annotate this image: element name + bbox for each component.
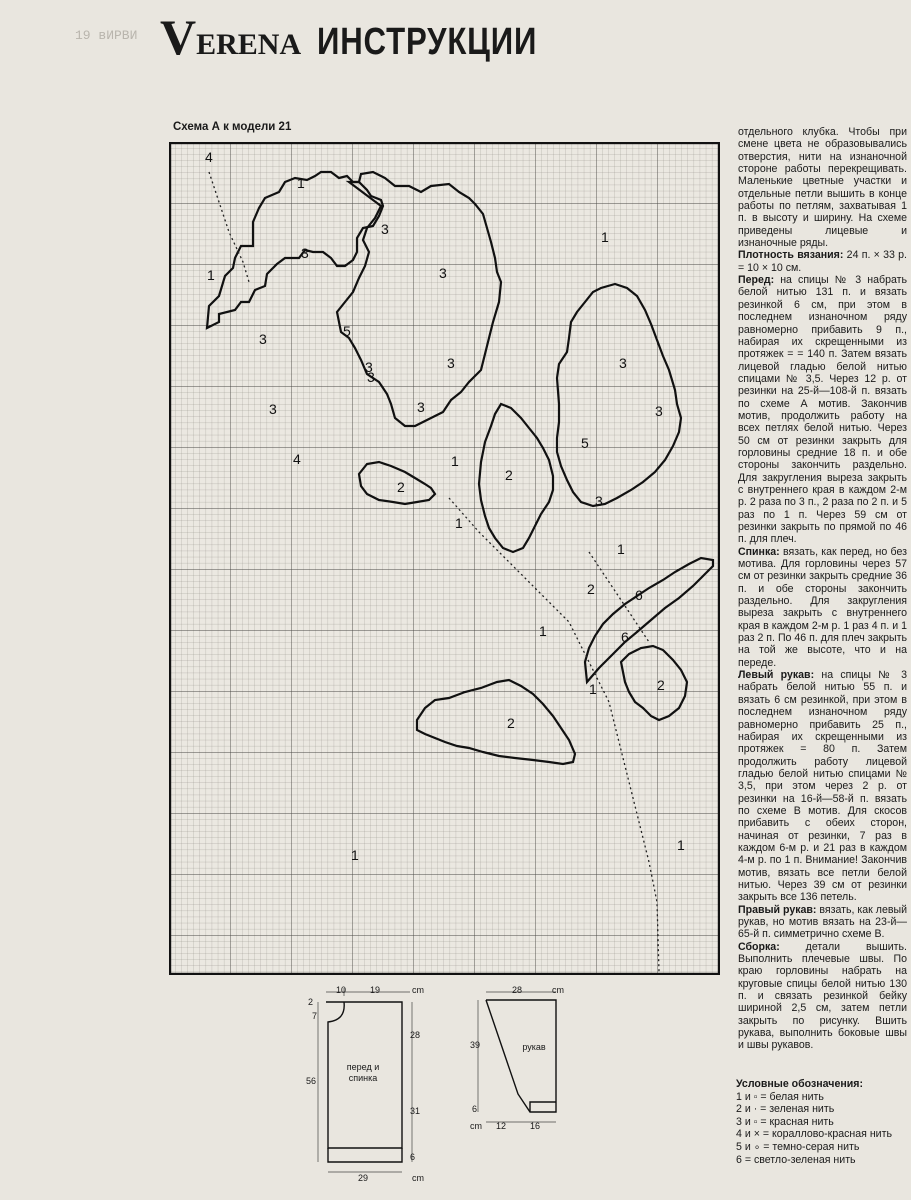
paragraph-gauge: Плотность вязания: 24 п. × 33 р. = 10 × 10 см. (738, 249, 908, 274)
chart-num-31: 2 (507, 715, 515, 731)
sleeve-bottom-dim-1: 12 (496, 1121, 507, 1131)
body-top-unit: cm (412, 985, 424, 995)
legend (736, 1078, 908, 1166)
chart-num-17: 3 (595, 493, 603, 509)
chart-num-20: 1 (451, 453, 459, 469)
chart-num-1: 4 (205, 149, 213, 165)
chart-num-32: 1 (351, 847, 359, 863)
body-top-dim-1: 10 (336, 985, 347, 995)
chart-num-11: 3 (367, 369, 375, 385)
chart-num-29: 2 (657, 677, 665, 693)
chart-num-19: 4 (293, 451, 301, 467)
header (160, 8, 586, 65)
chart-num-4: 3 (381, 221, 389, 237)
sleeve-bottom-dim-2: 16 (530, 1121, 541, 1131)
chart-num-8: 3 (439, 265, 447, 281)
body-right-dim-1: 28 (410, 1030, 421, 1040)
chart-num-22: 2 (397, 479, 405, 495)
chart-num-24: 1 (617, 541, 625, 557)
chart-num-14: 3 (619, 355, 627, 371)
chart-num-9: 5 (343, 323, 351, 339)
brand-logo: VERENA (160, 9, 302, 65)
chart-num-15: 3 (655, 403, 663, 419)
instructions-text (738, 126, 907, 1052)
legend-item: 3 и ▫ = красная нить (736, 1115, 834, 1128)
page-number: 19 вИРВИ (75, 28, 138, 43)
chart-num-3: 1 (207, 267, 215, 283)
sleeve-top-unit: cm (552, 985, 564, 995)
body-left-dim-2: 7 (312, 1011, 318, 1021)
chart-num-16: 5 (581, 435, 589, 451)
chart-num-23: 1 (455, 515, 463, 531)
body-top-dim-2: 19 (370, 985, 381, 995)
legend-item: 2 и · = зеленая нить (736, 1103, 835, 1116)
body-left-dim-3: 56 (306, 1076, 317, 1086)
sleeve-left-unit: cm (470, 1121, 482, 1131)
chart-num-18: 3 (365, 359, 373, 375)
body-pattern-label: перед и спинка (346, 1062, 380, 1083)
body-right-dim-2: 31 (410, 1106, 421, 1116)
chart-num-7: 1 (601, 229, 609, 245)
chart-num-5: 3 (301, 245, 309, 261)
paragraph-front: Перед: на спицы № 3 набрать белой нитью 131 п. и вязать резинкой 6 см, при этом в последнем изнаночном ряду равномерно прибавить 9 п., набирая их скрещенными из протяжек = = 140 п. Затем вязать лицевой гладью белой нитью спицами № 3,5. Через 12 р. от резинки на 25-й—108-й п. вязать по схеме А мотив. Закончив мотив, продолжить работу на всех петлях белой нитью. Через 50 см от резинки закрыть для горловины средние 18 п. и обе стороны закончить раздельно. Для закругления выреза закрыть с внутреннего края в каждом 2-м р. 2 раза по 3 п., 2 раза по 2 п. и 5 раз по 1 п. Через 59 см от резинки закрыть по прямой по 46 п. для плеч. (738, 274, 907, 546)
legend-item: 6 = светло-зеленая нить (736, 1153, 856, 1166)
chart-num-25: 1 (539, 623, 547, 639)
legend-item: 5 и ∘ = темно-серая нить (736, 1140, 860, 1153)
page-heading: ИНСТРУКЦИИ (317, 21, 538, 63)
sleeve-pattern-diagram (458, 982, 568, 1142)
paragraph-intro: отдельного клубка. Чтобы при смене цвета не образовывались отверстия, нити на изнаночной стороне работы перекрещивать. Маленькие цветные участки и отдельные петли вышить в конце работы по петлям, захватывая 1 п. в высоту и ширину. На схеме приведены лицевые и изнаночные ряды. (738, 126, 907, 250)
chart-num-13: 3 (269, 401, 277, 417)
chart-num-27: 6 (635, 587, 643, 603)
chart-num-10: 3 (447, 355, 455, 371)
chart-num-28: 6 (621, 629, 629, 645)
knitting-chart (169, 142, 720, 975)
sleeve-top-dim: 28 (512, 985, 523, 995)
chart-num-33: 1 (677, 837, 685, 853)
sleeve-pattern-label: рукав (522, 1042, 546, 1052)
paragraph-right-sleeve: Правый рукав: вязать, как левый рукав, но мотив вязать на 23-й—65-й п. симметрично схеме В. (738, 903, 907, 941)
body-right-dim-3: 6 (410, 1152, 416, 1162)
chart-num-12: 3 (417, 399, 425, 415)
chart-num-21: 2 (505, 467, 513, 483)
body-left-dim-1: 2 (308, 997, 314, 1007)
legend-item: 1 и ▫ = белая нить (736, 1090, 824, 1103)
sleeve-left-dim-1: 39 (470, 1040, 481, 1050)
body-bottom-dim: 29 (358, 1173, 369, 1183)
paragraph-left-sleeve: Левый рукав: на спицы № 3 набрать белой нитью 55 п. и вязать 6 см резинкой, при этом в последнем изнаночном ряду равномерно прибавить 25 п., набирая их скрещенными из протяжек = 80 п. Затем продолжить работу лицевой гладью белой нитью спицами № 3,5, при этом через 2 р. от резинки на 16-й—58-й п. вязать по схеме В мотив. Для скосов прибавить с обеих сторон, начиная от резинки, 7 раз в каждом 6-м р. и 21 раз в каждом 4-м р. по 1 п. Внимание! Закончив мотив, вязать все петли белой нитью. Через 39 см от резинки закрыть все 136 петель. (738, 669, 907, 904)
body-bottom-unit: cm (412, 1173, 424, 1183)
legend-item: 4 и × = кораллово-красная нить (736, 1128, 892, 1141)
chart-num-6: 3 (259, 331, 267, 347)
legend-title: Условные обозначения: (736, 1078, 863, 1090)
chart-num-30: 1 (589, 681, 597, 697)
chart-num-26: 2 (587, 581, 595, 597)
chart-num-2: 1 (297, 175, 305, 191)
chart-title: Схема А к модели 21 (173, 121, 292, 133)
paragraph-back: Спинка: вязать, как перед, но без мотива. Для горловины через 57 см от резинки закрыть средние 36 п. и обе стороны закончить раздельно. Для закругления выреза закрыть с внутреннего края в каждом 2-м р. 1 раз 4 п. и 1 раз 2 п. По 46 п. для плеч закрыть на той же высоте, что и на переде. (738, 545, 907, 669)
sleeve-left-dim-2: 6 (472, 1104, 478, 1114)
paragraph-assembly: Сборка: детали вышить. Выполнить плечевые швы. По краю горловины набрать на круговые спицы белой нитью 130 п. и связать резинкой бейку шириной 2,5 см, затем петли закрыть по рисунку. Вшить рукава, выполнить боковые швы и швы рукавов. (738, 940, 907, 1052)
